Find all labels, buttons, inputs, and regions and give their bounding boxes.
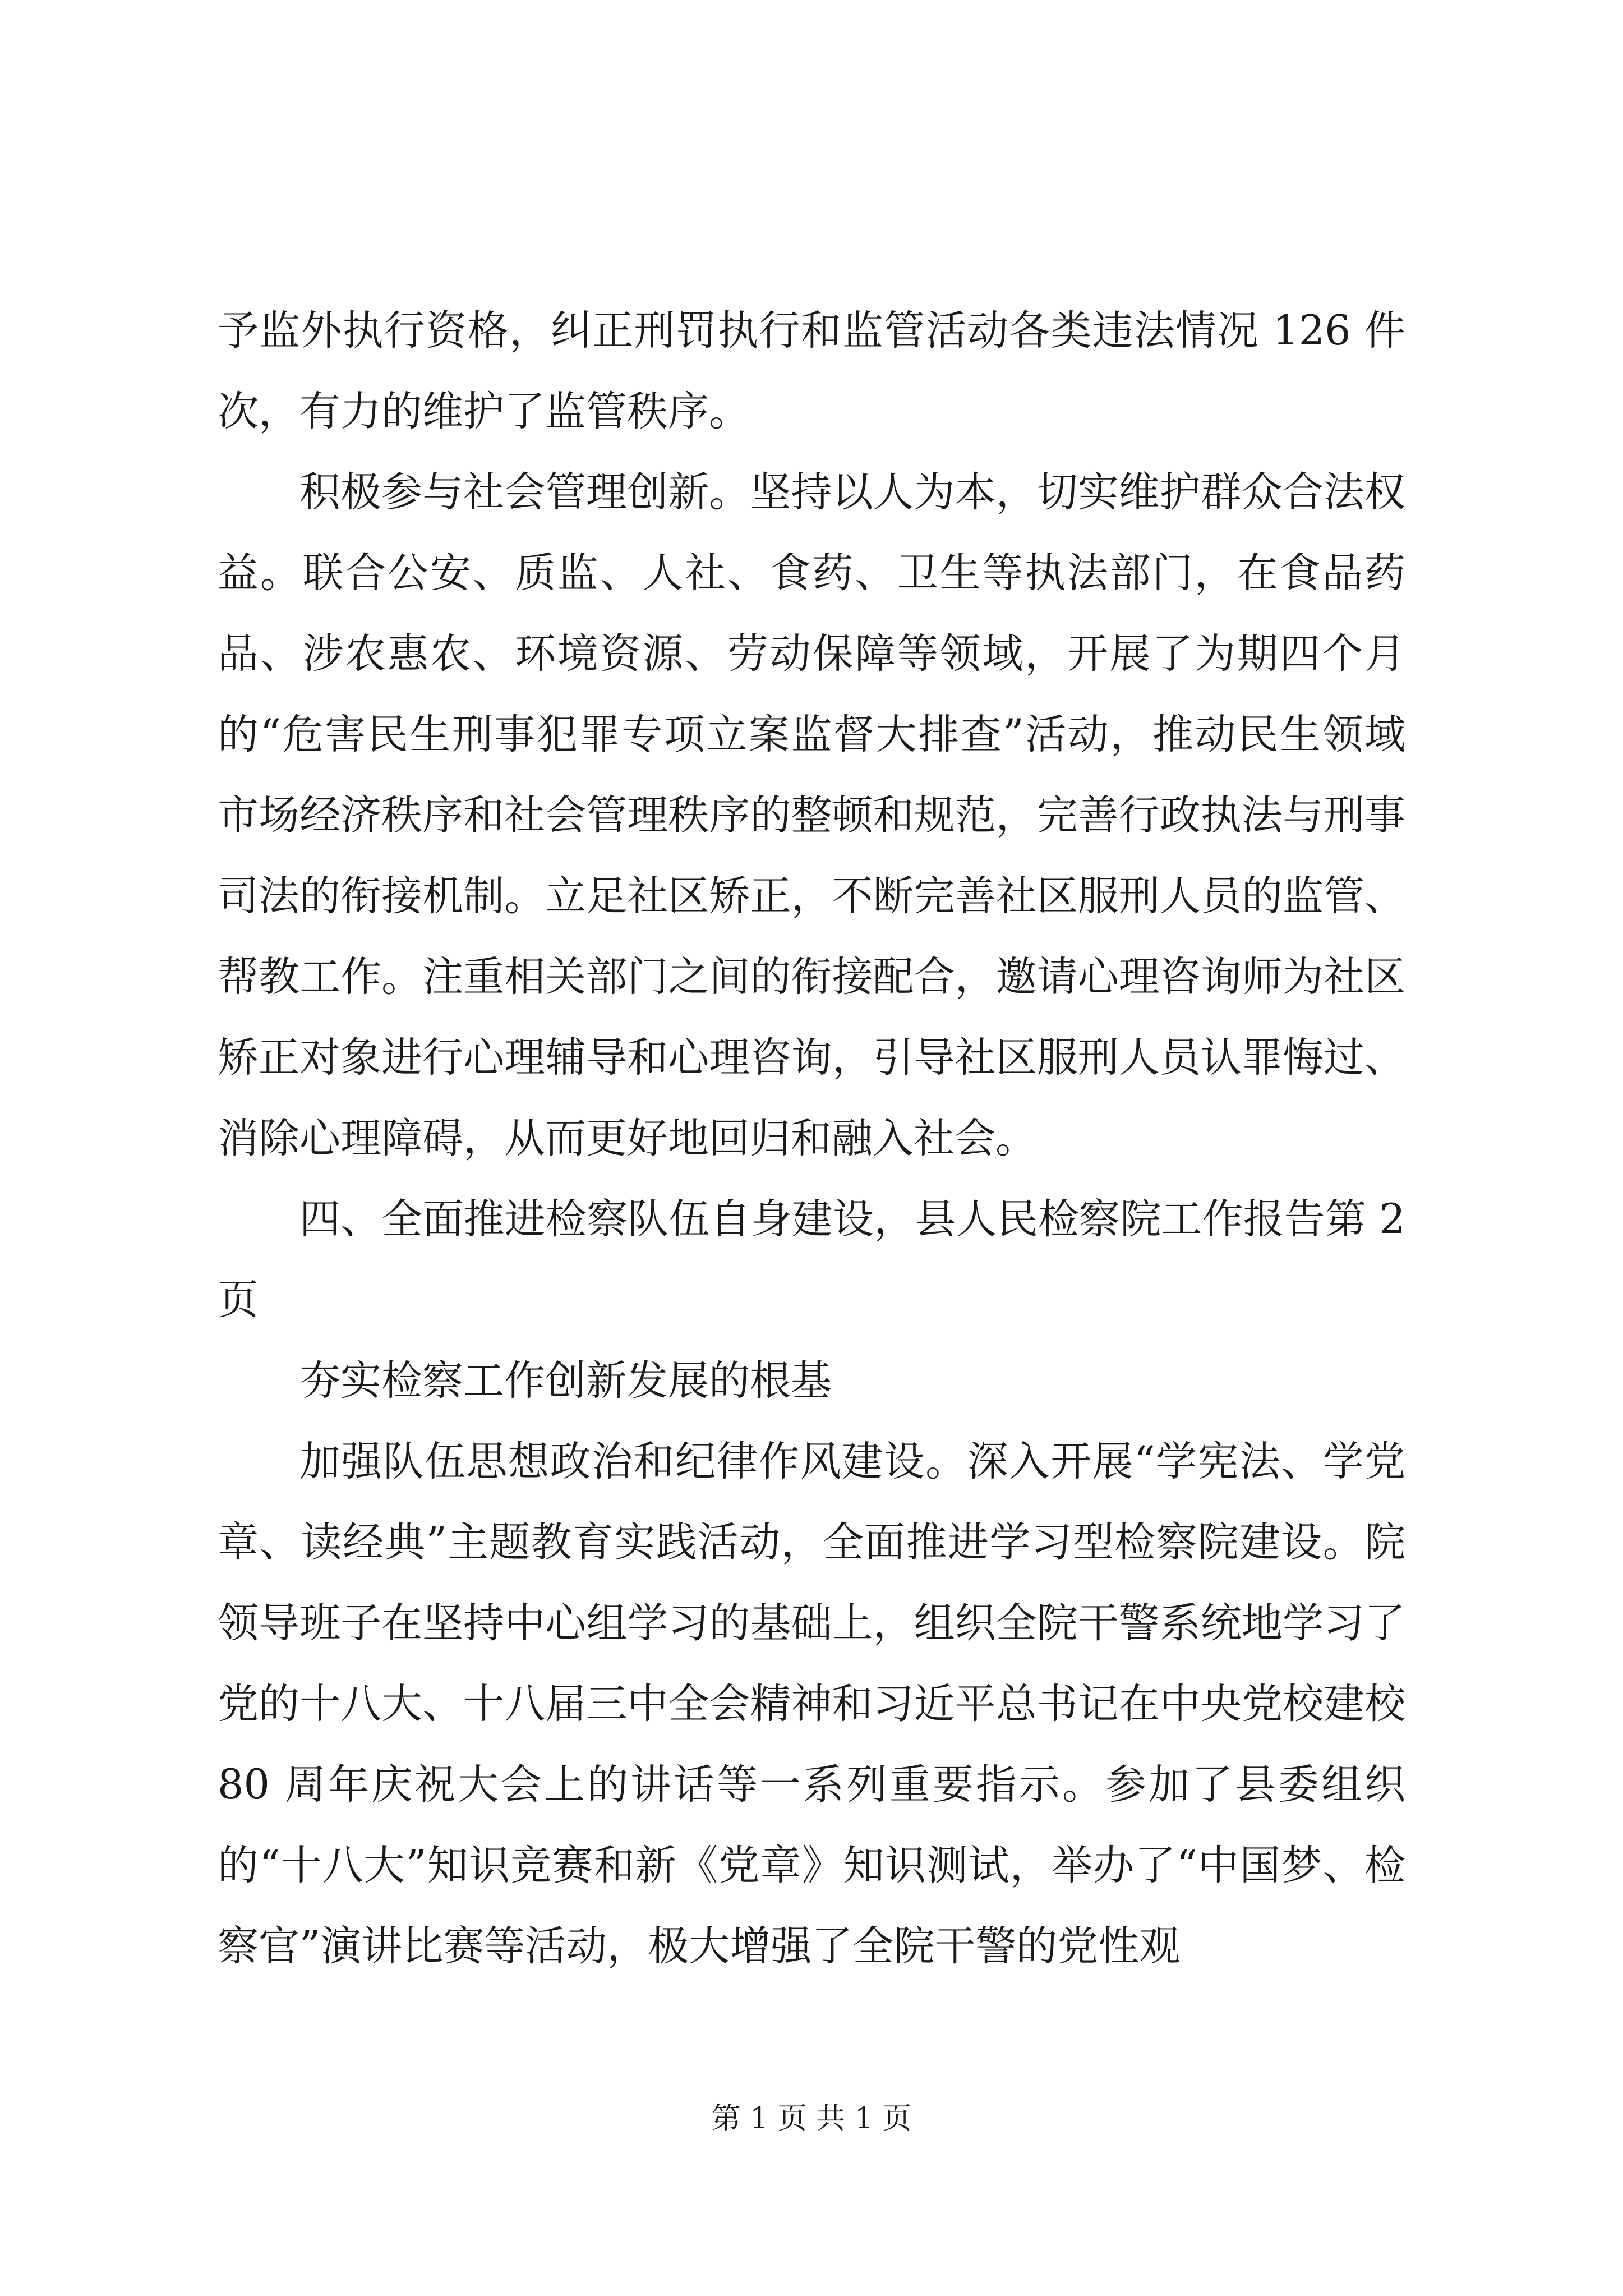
paragraph: 予监外执行资格，纠正刑罚执行和监管活动各类违法情况 126 件次，有力的维护了监管秩序。 xyxy=(218,307,1405,435)
page-footer: 第 1 页 共 1 页 xyxy=(711,2102,912,2136)
document-body xyxy=(218,291,1405,1987)
paragraph: 加强队伍思想政治和纪律作风建设。深入开展“学宪法、学党章、读经典”主题教育实践活动，全面推进学习型检察院建设。院领导班子在坚持中心组学习的基础上，组织全院干警系统地学习了党的十八大、十八届三中全会精神和习近平总书记在中央党校建校 80 周年庆祝大会上的讲话等一系列重要指示。参加了县委组织的“十八大”知识竞赛和新《党章》知识测试，举办了“中国梦、检察官”演讲比赛等活动，极大增强了全院干警的党性观 xyxy=(218,1438,1405,1970)
paragraph: 积极参与社会管理创新。坚持以人为本，切实维护群众合法权益。联合公安、质监、人社、食药、卫生等执法部门，在食品药品、涉农惠农、环境资源、劳动保障等领域，开展了为期四个月的“危害民生刑事犯罪专项立案监督大排查”活动，推动民生领域市场经济秩序和社会管理秩序的整顿和规范，完善行政执法与刑事司法的衔接机制。立足社区矫正，不断完善社区服刑人员的监管、帮教工作。注重相关部门之间的衔接配合，邀请心理咨询师为社区矫正对象进行心理辅导和心理咨询，引导社区服刑人员认罪悔过、消除心理障碍，从而更好地回归和融入社会。 xyxy=(218,468,1405,1162)
section-heading-continued: 夯实检察工作创新发展的根基 xyxy=(299,1357,832,1405)
section-heading: 四、全面推进检察队伍自身建设，县人民检察院工作报告第 2 页 xyxy=(218,1195,1405,1324)
